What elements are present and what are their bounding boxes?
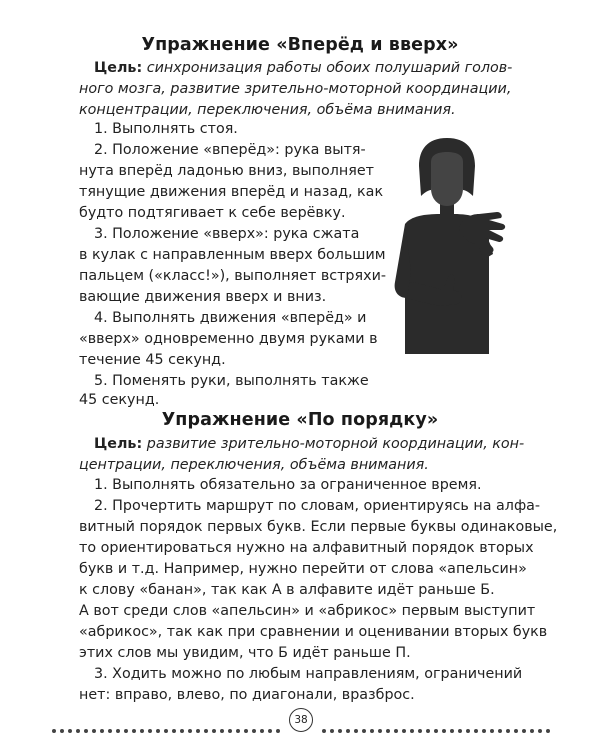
dot xyxy=(148,729,152,733)
dot xyxy=(268,729,272,733)
exercise1-text-line: 3. Положение «вверх»: рука сжата xyxy=(94,226,360,242)
exercise1-text-line: 1. Выполнять стоя. xyxy=(94,121,238,137)
dot xyxy=(124,729,128,733)
dot xyxy=(434,729,438,733)
dot xyxy=(386,729,390,733)
exercise2-text-line: 2. Прочертить маршрут по словам, ориентируясь на алфа- xyxy=(94,498,541,514)
exercise2-goal-text: центрации, переключения, объёма внимания. xyxy=(79,457,429,473)
exercise1-text-line: 2. Положение «вперёд»: рука вытя- xyxy=(94,142,366,158)
exercise1-text-line: 45 секунд. xyxy=(79,392,160,408)
dot xyxy=(466,729,470,733)
dot xyxy=(450,729,454,733)
exercise1-text-line: вающие движения вверх и вниз. xyxy=(79,289,327,305)
dot xyxy=(402,729,406,733)
exercise1-goal-text: концентрации, переключения, объёма внимания. xyxy=(79,102,456,118)
dot xyxy=(116,729,120,733)
dot xyxy=(228,729,232,733)
dot xyxy=(354,729,358,733)
dot xyxy=(76,729,80,733)
exercise1-text-line: «вверх» одновременно двумя руками в xyxy=(79,331,378,347)
dot xyxy=(220,729,224,733)
dot xyxy=(68,729,72,733)
dot xyxy=(394,729,398,733)
dot xyxy=(506,729,510,733)
dot xyxy=(514,729,518,733)
dot xyxy=(164,729,168,733)
exercise1-text-line: будто подтягивает к себе верёвку. xyxy=(79,205,346,221)
exercise2-text-line: витный порядок первых букв. Если первые буквы одинаковые, xyxy=(79,519,558,535)
exercise1-goal-label: Цель: xyxy=(94,60,143,76)
exercise2-text-line: «абрикос», так как при сравнении и оценивании вторых букв xyxy=(79,624,548,640)
exercise1-title: Упражнение «Вперёд и вверх» xyxy=(141,35,459,55)
dot xyxy=(482,729,486,733)
dot xyxy=(410,729,414,733)
exercise2-text-line: то ориентироваться нужно на алфавитный порядок вторых xyxy=(79,540,534,556)
exercise1-text-line: течение 45 секунд. xyxy=(79,352,226,368)
exercise1-text-line: нута вперёд ладонью вниз, выполняет xyxy=(79,163,374,179)
page-number: 38 xyxy=(289,708,313,732)
dot xyxy=(92,729,96,733)
dot xyxy=(244,729,248,733)
dot xyxy=(100,729,104,733)
dot xyxy=(140,729,144,733)
dot xyxy=(370,729,374,733)
exercise1-goal-line xyxy=(94,58,512,78)
dot xyxy=(252,729,256,733)
exercise2-text-line: к слову «банан», так как А в алфавите идёт раньше Б. xyxy=(79,582,495,598)
exercise2-goal-line xyxy=(94,434,524,454)
dot xyxy=(522,729,526,733)
exercise2-text-line: этих слов мы увидим, что Б идёт раньше П. xyxy=(79,645,411,661)
dot xyxy=(180,729,184,733)
exercise1-text-line: 5. Поменять руки, выполнять также xyxy=(94,373,369,389)
dot xyxy=(458,729,462,733)
exercise1-text-line: тянущие движения вперёд и назад, как xyxy=(79,184,384,200)
dotted-divider-right xyxy=(322,718,554,722)
dot xyxy=(442,729,446,733)
dot xyxy=(84,729,88,733)
dot xyxy=(60,729,64,733)
dot xyxy=(546,729,550,733)
exercise1-text-line: в кулак с направленным вверх большим xyxy=(79,247,386,263)
exercise2-goal-text: развитие зрительно-моторной координации, кон- xyxy=(146,436,525,452)
exercise1-text-line: пальцем («класс!»), выполняет встряхи- xyxy=(79,268,387,284)
exercise1-goal-text: ного мозга, развитие зрительно-моторной координации, xyxy=(79,81,512,97)
dot xyxy=(538,729,542,733)
page-footer xyxy=(40,706,560,734)
dot xyxy=(156,729,160,733)
dot xyxy=(330,729,334,733)
exercise2-text-line: 3. Ходить можно по любым направлениям, ограничений xyxy=(94,666,523,682)
dot xyxy=(204,729,208,733)
dot xyxy=(362,729,366,733)
exercise1-text-line: 4. Выполнять движения «вперёд» и xyxy=(94,310,367,326)
dot xyxy=(236,729,240,733)
dot xyxy=(418,729,422,733)
dot xyxy=(530,729,534,733)
dot xyxy=(196,729,200,733)
dot xyxy=(322,729,326,733)
dot xyxy=(338,729,342,733)
exercise1-goal-text: синхронизация работы обоих полушарий голов- xyxy=(146,60,513,76)
exercise2-text-line: А вот среди слов «апельсин» и «абрикос» первым выступит xyxy=(79,603,536,619)
exercise2-text-line: нет: вправо, влево, по диагонали, вразброс. xyxy=(79,687,415,703)
dotted-divider-left xyxy=(52,718,284,722)
dot xyxy=(474,729,478,733)
dot xyxy=(426,729,430,733)
dot xyxy=(212,729,216,733)
dot xyxy=(132,729,136,733)
dot xyxy=(498,729,502,733)
dot xyxy=(172,729,176,733)
dot xyxy=(276,729,280,733)
child-silhouette-illustration xyxy=(385,132,510,354)
exercise2-text-line: 1. Выполнять обязательно за ограниченное время. xyxy=(94,477,482,493)
exercise2-title: Упражнение «По порядку» xyxy=(161,410,439,430)
dot xyxy=(346,729,350,733)
exercise2-text-line: букв и т.д. Например, нужно перейти от слова «апельсин» xyxy=(79,561,527,577)
dot xyxy=(490,729,494,733)
dot xyxy=(52,729,56,733)
dot xyxy=(260,729,264,733)
dot xyxy=(108,729,112,733)
dot xyxy=(188,729,192,733)
dot xyxy=(378,729,382,733)
exercise2-goal-label: Цель: xyxy=(94,436,143,452)
